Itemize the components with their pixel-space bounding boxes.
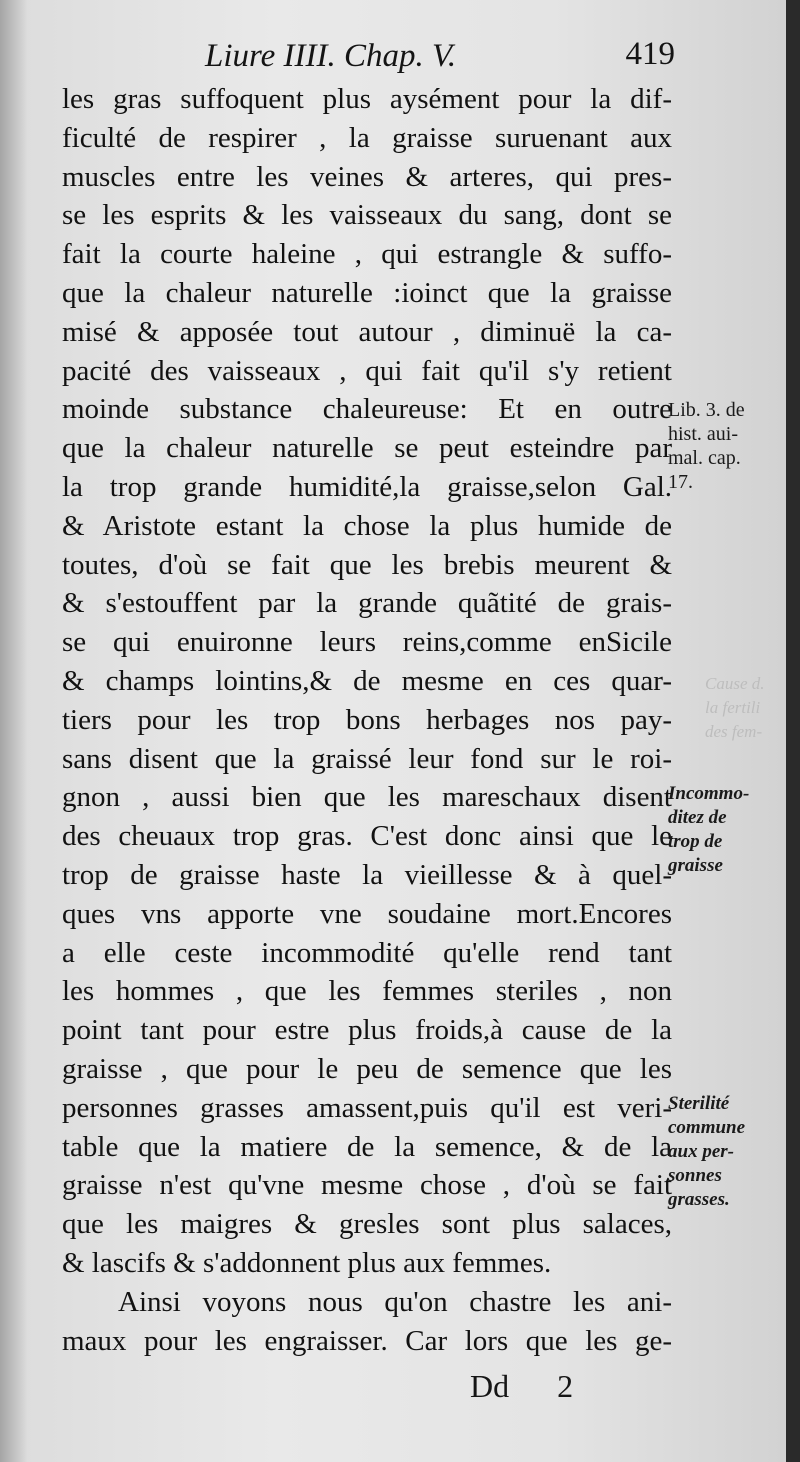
- text-line: & Aristote estant la chose la plus humide de: [62, 509, 672, 542]
- body-text: [62, 80, 672, 1360]
- margin-note-line: Incommo-: [668, 783, 750, 804]
- text-line: toutes, d'où se fait que les brebis meurent &: [62, 548, 672, 581]
- margin-note-incommoditez: [668, 782, 786, 878]
- text-line: que les maigres & gresles sont plus salaces,: [62, 1208, 672, 1241]
- margin-note-line: Sterilité: [668, 1093, 730, 1114]
- faint-note-line: Cause d.: [705, 674, 765, 693]
- margin-note-line: hist. aui-: [668, 423, 738, 445]
- margin-note-line: mal. cap.: [668, 447, 741, 469]
- text-line: & lascifs & s'addonnent plus aux femmes.: [62, 1246, 552, 1279]
- margin-note-line: 17.: [668, 471, 693, 493]
- text-line: graisse n'est qu'vne mesme chose , d'où se fait: [62, 1169, 672, 1202]
- faint-note-line: la fertili: [705, 698, 761, 717]
- margin-note-line: Lib. 3. de: [668, 399, 745, 421]
- text-line: a elle ceste incommodité qu'elle rend tant: [62, 936, 672, 969]
- text-line: maux pour les engraisser. Car lors que les ge-: [62, 1324, 672, 1357]
- text-line: ques vns apporte vne soudaine mort.Encores: [62, 897, 672, 930]
- margin-note-line: graisse: [668, 855, 723, 876]
- text-line: & s'estouffent par la grande quãtité de grais-: [62, 587, 672, 620]
- text-line: gnon , aussi bien que les mareschaux disent: [62, 781, 672, 814]
- text-line: les gras suffoquent plus aysément pour la dif-: [62, 83, 672, 115]
- text-line: ficulté de respirer , la graisse suruenant aux: [62, 121, 672, 154]
- text-line: que la chaleur naturelle se peut esteindre par: [62, 432, 672, 465]
- text-line: Ainsi voyons nous qu'on chastre les ani-: [118, 1285, 672, 1318]
- running-head: Liure IIII. Chap. V.: [205, 38, 457, 74]
- text-line: les hommes , que les femmes steriles , non: [62, 975, 672, 1008]
- faint-bleed-through-note: [705, 672, 785, 744]
- margin-note-sterilite: [668, 1092, 786, 1212]
- signature-mark: Dd 2: [470, 1368, 574, 1404]
- text-line: des cheuaux trop gras. C'est donc ainsi que le: [62, 820, 672, 853]
- page-header: [205, 38, 675, 82]
- text-line: la trop grande humidité,la graisse,selon Gal.: [62, 470, 672, 503]
- margin-note-reference: [668, 398, 786, 494]
- text-line: moinde substance chaleureuse: Et en outre: [62, 393, 672, 426]
- margin-note-line: grasses.: [668, 1189, 730, 1210]
- text-line: & champs lointins,& de mesme en ces quar-: [62, 664, 672, 697]
- margin-note-line: sonnes: [668, 1165, 722, 1186]
- text-line: sans disent que la graissé leur fond sur le roi-: [62, 742, 672, 775]
- text-line: pacité des vaisseaux , qui fait qu'il s'y retient: [62, 354, 672, 387]
- text-line: trop de graisse haste la vieillesse & à quel-: [62, 858, 672, 891]
- text-line: se qui enuironne leurs reins,comme enSicile: [62, 626, 672, 659]
- text-line: fait la courte haleine , qui estrangle & suffo-: [62, 238, 672, 271]
- margin-note-line: ditez de: [668, 807, 727, 828]
- margin-note-line: commune: [668, 1117, 746, 1138]
- text-line: se les esprits & les vaisseaux du sang, dont se: [62, 199, 672, 232]
- faint-note-line: des fem-: [705, 722, 763, 741]
- text-line: tiers pour les trop bons herbages nos pay-: [62, 703, 672, 736]
- text-line: que la chaleur naturelle :ioinct que la graisse: [62, 276, 672, 309]
- page-gutter-shadow: [0, 0, 28, 1462]
- text-line: point tant pour estre plus froids,à cause de la: [62, 1014, 672, 1047]
- text-line: muscles entre les veines & arteres, qui pres-: [62, 160, 672, 193]
- text-line: personnes grasses amassent,puis qu'il est veri-: [62, 1091, 672, 1124]
- page-number: 419: [625, 36, 675, 72]
- margin-note-line: trop de: [668, 831, 723, 852]
- text-line: table que la matiere de la semence, & de la: [62, 1130, 672, 1163]
- margin-note-line: aux per-: [668, 1141, 734, 1162]
- text-line: graisse , que pour le peu de semence que les: [62, 1052, 672, 1085]
- text-line: misé & apposée tout autour , diminuë la ca-: [62, 315, 672, 348]
